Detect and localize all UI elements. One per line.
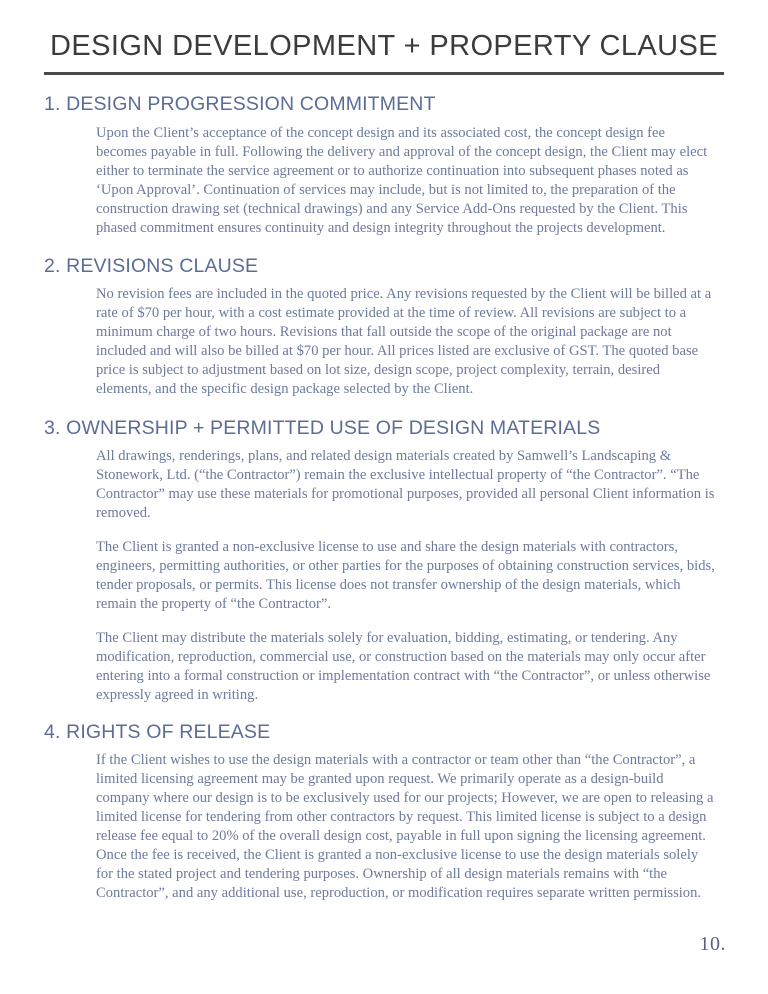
paragraph: If the Client wishes to use the design materials with a contractor or team other than “the Contractor”, a limited licensing agreement may be granted upon request. We primarily operate as a design-build company where our design is to be exclusively used for our projects; However, we are open to releasing a limited license for tendering from other contractors by request. This limited license is subject to a design release fee equal to 20% of the overall design cost, payable in full upon signing the licensing agreement. Once the fee is received, the Client is granted a non-exclusive license to use the design materials solely for the stated project and tendering purposes. Ownership of all design materials remains with “the Contractor”, and any additional use, reproduction, or modification requires separate written permission.: [96, 752, 714, 901]
section-revisions-clause: [44, 255, 724, 399]
document-body: [0, 75, 768, 903]
section-rights-of-release: [44, 721, 724, 903]
paragraph: All drawings, renderings, plans, and related design materials created by Samwell’s Landscaping & Stonework, Ltd. (“the Contractor”) remain the exclusive intellectual property of “the Contractor”. “The Contractor” may use these materials for promotional purposes, provided all personal Client information is removed.: [96, 448, 715, 522]
page-number: 10.: [699, 933, 726, 955]
section-body: [44, 124, 724, 238]
section-body: [44, 447, 724, 705]
paragraph: Upon the Client’s acceptance of the concept design and its associated cost, the concept design fee becomes payable in full. Following the delivery and approval of the concept design, the Client may elect either to terminate the service agreement or to authorize continuation into subsequent phases noted as ‘Upon Approval’. Continuation of services may include, but is not limited to, the preparation of the construction drawing set (technical drawings) and any Service Add-Ons requested by the Client. This phased commitment ensures continuity and design integrity throughout the projects development.: [96, 124, 708, 236]
document-header: [0, 0, 768, 75]
section-heading: 4. RIGHTS OF RELEASE: [44, 720, 271, 743]
section-ownership-permitted-use: [44, 417, 724, 705]
section-heading: 2. REVISIONS CLAUSE: [44, 254, 259, 277]
page-title: DESIGN DEVELOPMENT + PROPERTY CLAUSE: [50, 30, 718, 62]
paragraph: The Client may distribute the materials solely for evaluation, bidding, estimating, or tendering. Any modification, reproduction, commercial use, or construction based on the materials may only occur after entering into a formal construction or implementation contract with “the Contractor”, or unless otherwise expressly agreed in writing.: [96, 629, 711, 703]
section-heading: 1. DESIGN PROGRESSION COMMITMENT: [44, 93, 436, 116]
paragraph: The Client is granted a non-exclusive license to use and share the design materials with contractors, engineers, permitting authorities, or other parties for the purposes of obtaining construction services, bids, tender proposals, or permits. This license does not transfer ownership of the design materials, which remain the property of “the Contractor”.: [96, 539, 715, 612]
section-design-progression-commitment: [44, 93, 724, 237]
section-heading: 3. OWNERSHIP + PERMITTED USE OF DESIGN MATERIALS: [44, 416, 601, 439]
section-body: [44, 285, 724, 399]
section-body: [44, 751, 724, 903]
paragraph: No revision fees are included in the quoted price. Any revisions requested by the Client will be billed at a rate of $70 per hour, with a cost estimate provided at the time of review. All revisions are subject to a minimum charge of two hours. Revisions that fall outside the scope of the original package are not included and will also be billed at $70 per hour. All prices listed are exclusive of GST. The quoted base price is subject to adjustment based on lot size, design scope, project complexity, terrain, desired elements, and the specific design package selected by the Client.: [96, 285, 712, 397]
